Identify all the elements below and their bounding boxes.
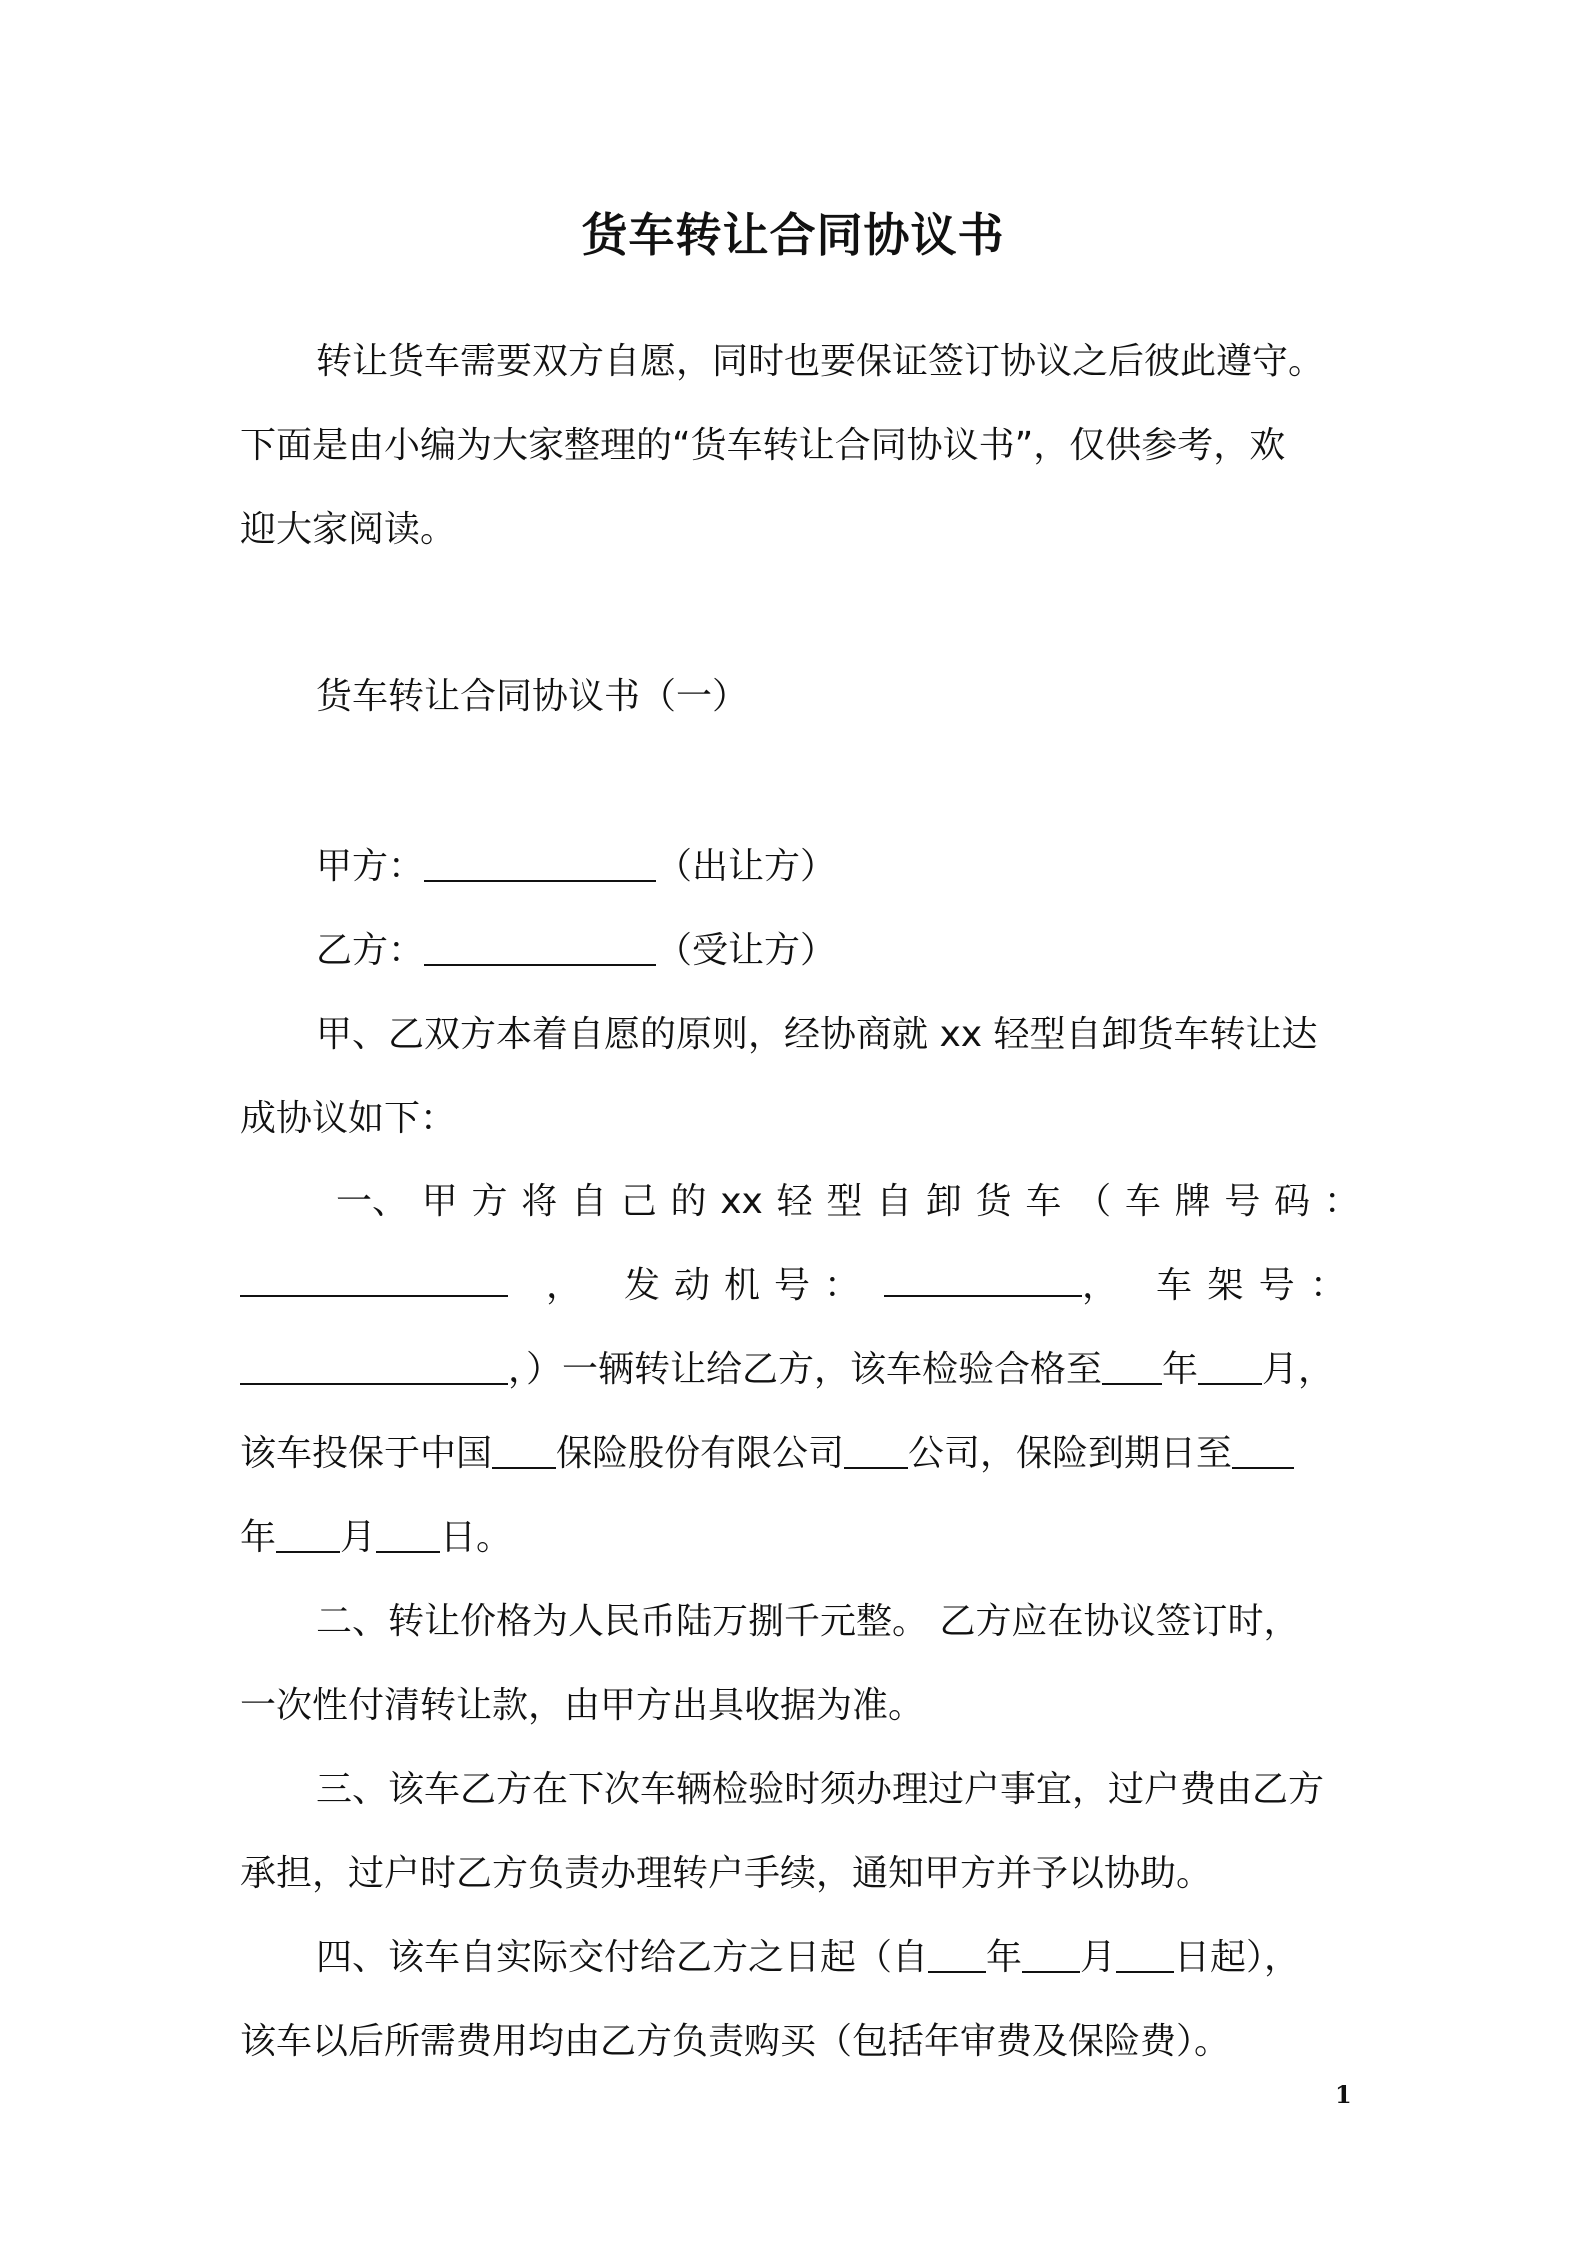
justified-char: 自: [876, 1181, 913, 1222]
clause-2: [240, 1580, 1360, 1748]
justified-char: 车: [1025, 1181, 1062, 1222]
clause-4: [240, 1916, 1360, 2084]
section-heading-wrap: [240, 655, 1360, 739]
clause-1-line-1: [240, 1160, 1360, 1244]
party-a-line: [240, 825, 1360, 909]
delivery-year-blank: [928, 1937, 986, 1973]
insurer-blank: [492, 1433, 556, 1469]
justified-char: 的: [670, 1181, 707, 1222]
clause-1-line-2: [240, 1244, 1360, 1328]
intro-line: 下面是由小编为大家整理的“货车转让合同协议书”，仅供参考，欢: [240, 425, 1286, 466]
clause-1: [240, 1160, 1360, 1580]
justified-char: ：: [823, 1265, 860, 1306]
justified-char: 架: [1207, 1265, 1244, 1306]
clause-1-text: 年: [1162, 1349, 1199, 1390]
clause-4-line-2: 该车以后所需费用均由乙方负责购买（包括年审费及保险费）。: [240, 2021, 1231, 2062]
frame-number-label: [1156, 1244, 1346, 1328]
delivery-day-blank: [1116, 1937, 1174, 1973]
justified-char: 动: [674, 1265, 711, 1306]
justified-char: 自: [571, 1181, 608, 1222]
justified-char: 货: [975, 1181, 1012, 1222]
frame-number-blank: [240, 1349, 508, 1385]
intro-line: 迎大家阅读。: [240, 509, 457, 550]
clause-4-text: 日起），: [1174, 1937, 1301, 1978]
expiry-day-blank: [376, 1517, 440, 1553]
justified-char: ：: [1323, 1181, 1360, 1222]
justified-char: 轻: [776, 1181, 813, 1222]
clause-3-line: 承担，过户时乙方负责办理转户手续，通知甲方并予以协助。: [240, 1853, 1213, 1894]
page-number: 1: [1335, 2080, 1352, 2109]
expiry-month-blank: [276, 1517, 340, 1553]
clause-4-text: 年: [986, 1937, 1023, 1978]
engine-number-label: [624, 1244, 860, 1328]
justified-char: 一、: [336, 1181, 409, 1222]
justified-char: 型: [826, 1181, 863, 1222]
year-blank: [1102, 1349, 1162, 1385]
month-blank: [1198, 1349, 1262, 1385]
clause-4-line-1: [240, 1916, 1360, 2000]
justified-char: 号: [1224, 1181, 1261, 1222]
justified-char: 号: [1258, 1265, 1295, 1306]
justified-char: 发: [624, 1265, 661, 1306]
party-a-blank: [424, 846, 656, 882]
section-heading: 货车转让合同协议书（一）: [316, 676, 749, 717]
party-block: [240, 825, 1360, 1161]
clause-1-text: 月，: [1262, 1349, 1335, 1390]
justified-char: xx: [720, 1181, 763, 1222]
justified-char: 方: [471, 1181, 508, 1222]
justified-char: ：: [1310, 1265, 1347, 1306]
clause-1-text: ，）一辆转让给乙方，该车检验合格至: [508, 1349, 1103, 1390]
party-a-label: 甲方：: [316, 846, 425, 887]
preamble-line: 成协议如下：: [240, 1098, 457, 1139]
clause-1-line-5: [240, 1496, 1360, 1580]
justified-char: 车: [1124, 1181, 1161, 1222]
clause-1-text: 该车投保于中国: [240, 1433, 493, 1474]
justified-char: 机: [723, 1265, 760, 1306]
party-b-role: （受让方）: [656, 930, 837, 971]
clause-4-text: 月: [1080, 1937, 1117, 1978]
party-b-blank: [424, 930, 656, 966]
justified-char: 卸: [925, 1181, 962, 1222]
document-title: 货车转让合同协议书: [581, 208, 1005, 262]
justified-char: 己: [620, 1181, 657, 1222]
delivery-month-blank: [1022, 1937, 1080, 1973]
clause-2-line: 二、转让价格为人民币陆万捌千元整。 乙方应在协议签订时，: [316, 1601, 1300, 1642]
intro-paragraph: [240, 320, 1360, 572]
justified-char: 牌: [1174, 1181, 1211, 1222]
clause-1-text: 月: [340, 1517, 377, 1558]
clause-3-line: 三、该车乙方在下次车辆检验时须办理过户事宜，过户费由乙方: [316, 1769, 1325, 1810]
branch-blank: [844, 1433, 908, 1469]
justified-char: 号: [773, 1265, 810, 1306]
comma: ，: [1082, 1265, 1119, 1306]
comma: ，: [546, 1265, 583, 1306]
clause-4-text: 四、该车自实际交付给乙方之日起（自: [316, 1937, 929, 1978]
intro-line: 转让货车需要双方自愿，同时也要保证签订协议之后彼此遵守。: [316, 341, 1325, 382]
justified-char: 车: [1156, 1265, 1193, 1306]
party-b-line: [240, 909, 1360, 993]
clause-1-text: 保险股份有限公司: [556, 1433, 845, 1474]
clause-1-line-3: [240, 1328, 1360, 1412]
party-a-role: （出让方）: [656, 846, 837, 887]
clause-2-line: 一次性付清转让款，由甲方出具收据为准。: [240, 1685, 925, 1726]
justified-char: 码: [1274, 1181, 1311, 1222]
engine-number-blank: [884, 1261, 1082, 1297]
clause-1-line-4: [240, 1412, 1360, 1496]
expiry-year-blank: [1232, 1433, 1294, 1469]
clause-1-text: 日。: [440, 1517, 513, 1558]
justified-char: 将: [521, 1181, 558, 1222]
justified-char: （: [1075, 1181, 1112, 1222]
clause-1-text: 年: [240, 1517, 277, 1558]
plate-number-blank: [240, 1261, 508, 1297]
clause-3: [240, 1748, 1360, 1916]
party-b-label: 乙方：: [316, 930, 425, 971]
justified-char: 甲: [421, 1181, 458, 1222]
clause-1-text: 公司，保险到期日至: [908, 1433, 1233, 1474]
preamble-line: 甲、乙双方本着自愿的原则，经协商就 xx 轻型自卸货车转让达: [316, 1014, 1318, 1055]
